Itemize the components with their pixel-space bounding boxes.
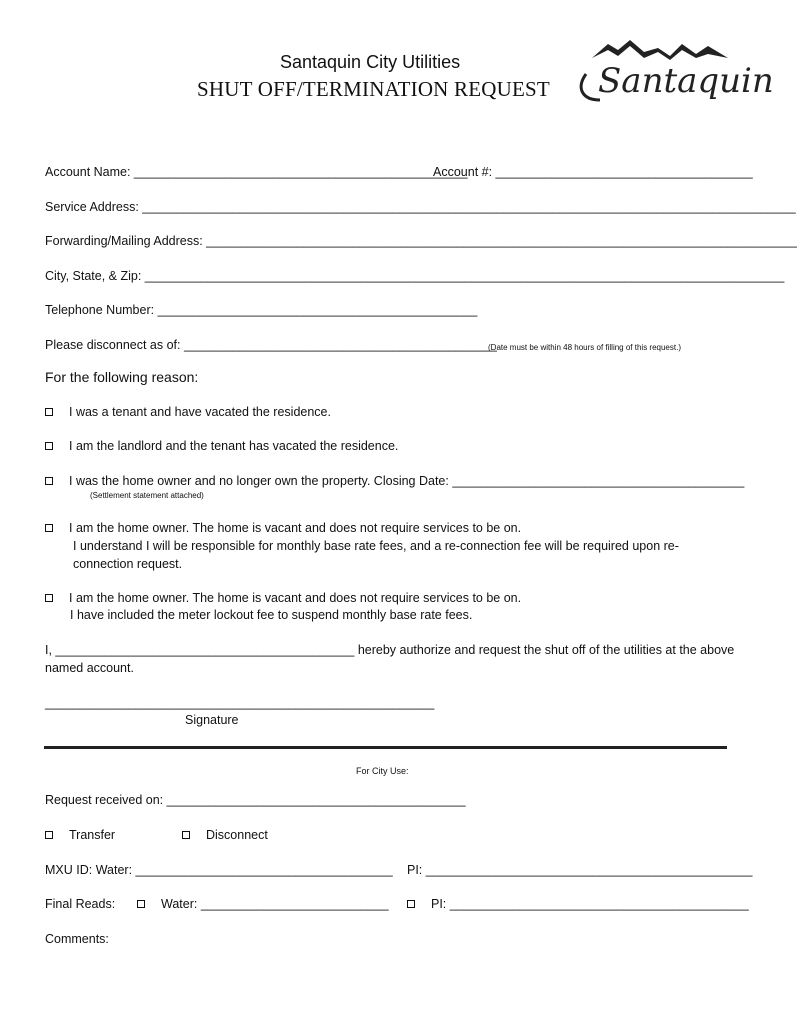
mxu-pi-field[interactable]: PI: _______________________________________________ <box>407 863 753 877</box>
checkbox[interactable] <box>45 831 53 839</box>
option-owner-vacant[interactable] <box>45 521 521 535</box>
checkbox[interactable] <box>182 831 190 839</box>
disconnect-label: Disconnect <box>206 828 268 842</box>
form-title: SHUT OFF/TERMINATION REQUEST <box>197 77 550 101</box>
signature-line[interactable]: ________________________________________________________ <box>45 696 435 710</box>
checkbox[interactable] <box>45 442 53 450</box>
final-pi-option[interactable] <box>407 897 749 911</box>
disconnect-note: (Date must be within 48 hours of filling of this request.) <box>488 343 681 352</box>
checkbox[interactable] <box>137 900 145 908</box>
account-number-field[interactable]: Account #: _____________________________________ <box>433 165 753 179</box>
signature-label: Signature <box>185 713 239 727</box>
service-address-field[interactable]: Service Address: ______________________________________________________________________________________________ <box>45 200 796 214</box>
transfer-label: Transfer <box>69 828 116 842</box>
city-state-zip-field[interactable]: City, State, & Zip: ____________________________________________________________________________________________ <box>45 269 785 283</box>
reason-heading: For the following reason: <box>45 369 199 385</box>
final-reads-label: Final Reads: <box>45 897 116 911</box>
option-former-owner[interactable] <box>45 474 745 488</box>
option-label: I am the home owner. The home is vacant and does not require services to be on. <box>69 521 522 535</box>
option-label: I am the landlord and the tenant has vacated the residence. <box>69 439 399 453</box>
option-tenant[interactable] <box>45 405 331 419</box>
authorization-statement[interactable]: I, ___________________________________________ hereby authorize and request the shut off of the utilities at the above <box>45 643 735 657</box>
checkbox[interactable] <box>45 594 53 602</box>
checkbox[interactable] <box>45 524 53 532</box>
final-water-option[interactable] <box>137 897 389 911</box>
final-water-field[interactable]: Water: ___________________________ <box>161 897 389 911</box>
option-label: I was a tenant and have vacated the residence. <box>69 405 331 419</box>
authorization-line2: named account. <box>45 661 134 675</box>
checkbox[interactable] <box>45 408 53 416</box>
city-use-heading: For City Use: <box>356 766 409 776</box>
mxu-water-field[interactable]: MXU ID: Water: _____________________________________ <box>45 863 393 877</box>
forwarding-address-field[interactable]: Forwarding/Mailing Address: _____________________________________________________________________________________ <box>45 234 797 248</box>
option-label: I was the home owner and no longer own the property. Closing Date: __________________________________________ <box>69 474 745 488</box>
telephone-field[interactable]: Telephone Number: ______________________________________________ <box>45 303 478 317</box>
account-name-field[interactable]: Account Name: ________________________________________________ <box>45 165 468 179</box>
disconnect-date-field[interactable]: Please disconnect as of: _____________________________________________ <box>45 338 497 352</box>
option-owner-vacant-line2: I understand I will be responsible for monthly base rate fees, and a re-connection fee will be required upon re- <box>73 539 679 553</box>
settlement-note: (Settlement statement attached) <box>90 491 204 500</box>
option-owner-lockout[interactable] <box>45 591 521 605</box>
option-owner-lockout-line2: I have included the meter lockout fee to suspend monthly base rate fees. <box>70 608 473 622</box>
disconnect-option[interactable] <box>182 828 268 842</box>
final-pi-field[interactable]: PI: ___________________________________________ <box>431 897 749 911</box>
section-divider <box>44 746 727 749</box>
request-received-field[interactable]: Request received on: ___________________________________________ <box>45 793 466 807</box>
transfer-option[interactable] <box>45 828 115 842</box>
option-owner-vacant-line3: connection request. <box>73 557 183 571</box>
option-landlord[interactable] <box>45 439 398 453</box>
checkbox[interactable] <box>407 900 415 908</box>
org-name: Santaquin City Utilities <box>280 52 461 72</box>
logo-text: Santaquin <box>598 61 774 101</box>
comments-label: Comments: <box>45 932 109 946</box>
santaquin-logo <box>578 36 774 106</box>
option-label: I am the home owner. The home is vacant and does not require services to be on. <box>69 591 522 605</box>
checkbox[interactable] <box>45 477 53 485</box>
